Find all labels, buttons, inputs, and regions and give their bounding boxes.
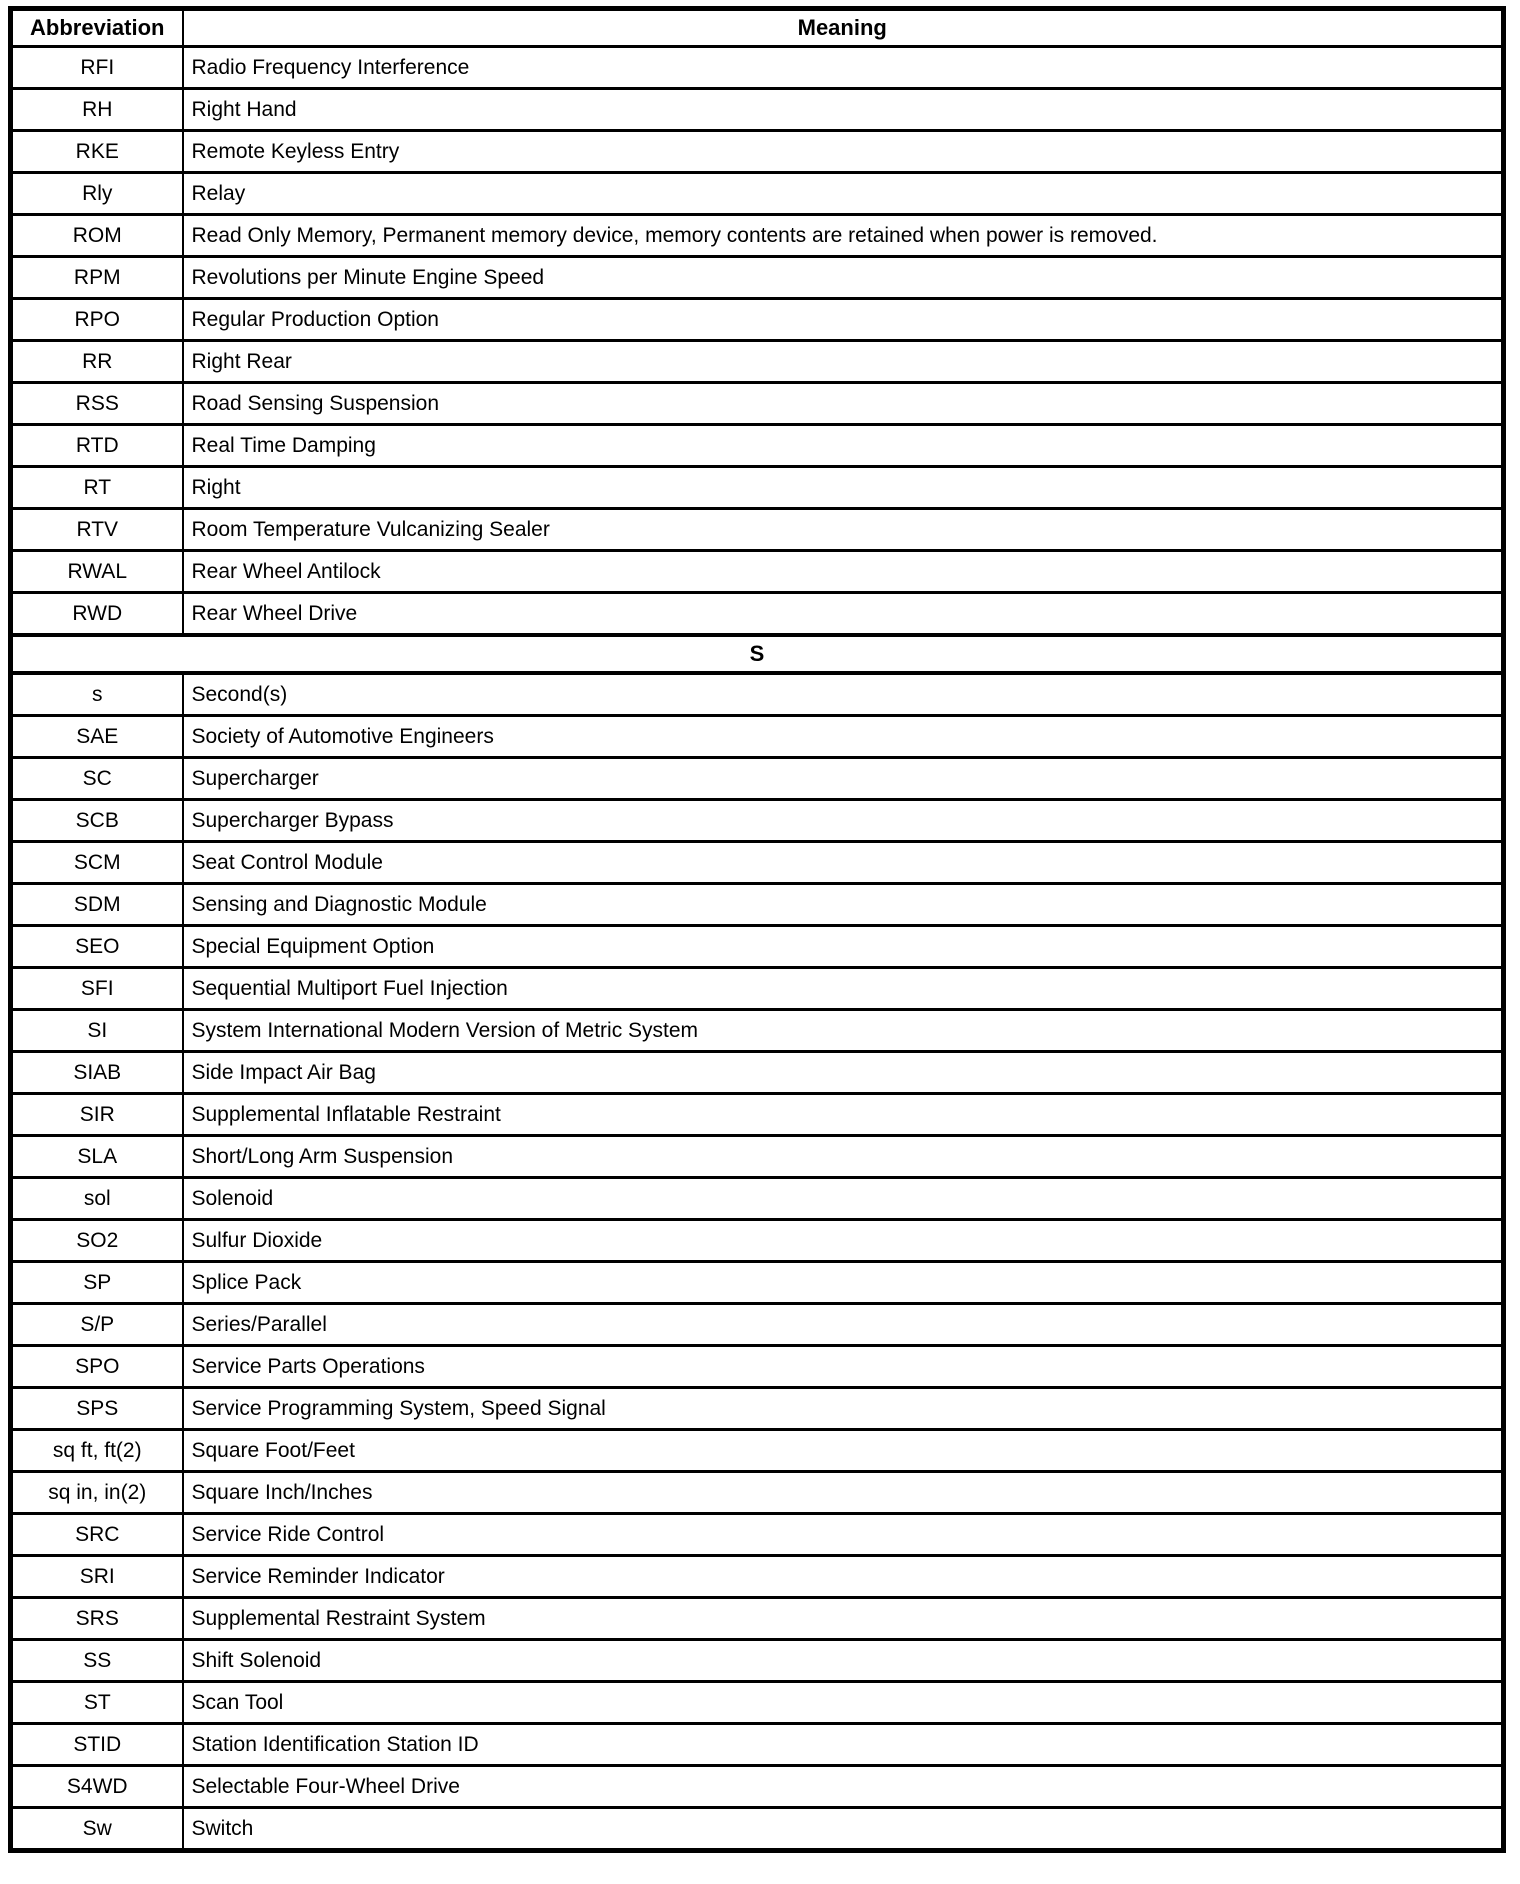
abbreviation-cell: SLA <box>11 1136 183 1178</box>
table-row <box>11 173 1504 215</box>
abbreviation-cell: SRS <box>11 1598 183 1640</box>
table-row <box>11 1556 1504 1598</box>
abbreviation-cell: S/P <box>11 1304 183 1346</box>
meaning-cell: Read Only Memory, Permanent memory device, memory contents are retained when power is removed. <box>183 215 1504 257</box>
abbreviation-cell: S4WD <box>11 1766 183 1808</box>
table-row <box>11 1262 1504 1304</box>
table-row <box>11 1514 1504 1556</box>
abbreviation-cell: RH <box>11 89 183 131</box>
meaning-cell: Room Temperature Vulcanizing Sealer <box>183 509 1504 551</box>
meaning-cell: Radio Frequency Interference <box>183 47 1504 89</box>
section-divider-row <box>11 635 1504 673</box>
abbreviation-cell: SFI <box>11 968 183 1010</box>
table-row <box>11 1388 1504 1430</box>
abbreviation-cell: RT <box>11 467 183 509</box>
meaning-cell: Special Equipment Option <box>183 926 1504 968</box>
table-row <box>11 215 1504 257</box>
table-row <box>11 1052 1504 1094</box>
meaning-cell: Rear Wheel Antilock <box>183 551 1504 593</box>
table-row <box>11 1766 1504 1808</box>
meaning-cell: Right Rear <box>183 341 1504 383</box>
table-row <box>11 842 1504 884</box>
meaning-cell: Sensing and Diagnostic Module <box>183 884 1504 926</box>
meaning-cell: Supercharger Bypass <box>183 800 1504 842</box>
table-row <box>11 673 1504 716</box>
meaning-cell: Supplemental Restraint System <box>183 1598 1504 1640</box>
meaning-cell: Service Reminder Indicator <box>183 1556 1504 1598</box>
meaning-cell: Supplemental Inflatable Restraint <box>183 1094 1504 1136</box>
table-row <box>11 47 1504 89</box>
table-row <box>11 1304 1504 1346</box>
meaning-cell: Square Inch/Inches <box>183 1472 1504 1514</box>
meaning-cell: Sequential Multiport Fuel Injection <box>183 968 1504 1010</box>
table-row <box>11 299 1504 341</box>
abbreviation-cell: sol <box>11 1178 183 1220</box>
table-row <box>11 593 1504 636</box>
meaning-cell: Switch <box>183 1808 1504 1851</box>
meaning-cell: Solenoid <box>183 1178 1504 1220</box>
meaning-cell: Service Parts Operations <box>183 1346 1504 1388</box>
meaning-cell: Relay <box>183 173 1504 215</box>
abbreviation-cell: SIAB <box>11 1052 183 1094</box>
table-row <box>11 467 1504 509</box>
document-page <box>0 6 1520 1884</box>
table-rows <box>11 47 1504 1851</box>
table-row <box>11 1430 1504 1472</box>
meaning-cell: Station Identification Station ID <box>183 1724 1504 1766</box>
meaning-cell: Short/Long Arm Suspension <box>183 1136 1504 1178</box>
table-row <box>11 1094 1504 1136</box>
table-row <box>11 1640 1504 1682</box>
header-row <box>11 9 1504 47</box>
abbreviation-cell: RR <box>11 341 183 383</box>
table-row <box>11 131 1504 173</box>
table-row <box>11 383 1504 425</box>
table-row <box>11 1010 1504 1052</box>
meaning-cell: Real Time Damping <box>183 425 1504 467</box>
meaning-cell: Shift Solenoid <box>183 1640 1504 1682</box>
table-row <box>11 800 1504 842</box>
table-row <box>11 341 1504 383</box>
meaning-cell: Rear Wheel Drive <box>183 593 1504 636</box>
table-row <box>11 884 1504 926</box>
meaning-cell: System International Modern Version of Metric System <box>183 1010 1504 1052</box>
meaning-cell: Service Ride Control <box>183 1514 1504 1556</box>
abbreviation-cell: sq ft, ft(2) <box>11 1430 183 1472</box>
abbreviation-cell: RWAL <box>11 551 183 593</box>
meaning-cell: Scan Tool <box>183 1682 1504 1724</box>
table-row <box>11 1808 1504 1851</box>
abbreviation-cell: SDM <box>11 884 183 926</box>
abbreviation-cell: RFI <box>11 47 183 89</box>
meaning-cell: Seat Control Module <box>183 842 1504 884</box>
abbreviation-cell: SI <box>11 1010 183 1052</box>
meaning-cell: Revolutions per Minute Engine Speed <box>183 257 1504 299</box>
table-row <box>11 1682 1504 1724</box>
abbreviation-cell: RPO <box>11 299 183 341</box>
meaning-cell: Square Foot/Feet <box>183 1430 1504 1472</box>
column-header-abbreviation: Abbreviation <box>11 9 183 47</box>
meaning-cell: Side Impact Air Bag <box>183 1052 1504 1094</box>
abbreviation-cell: SEO <box>11 926 183 968</box>
meaning-cell: Splice Pack <box>183 1262 1504 1304</box>
table-row <box>11 926 1504 968</box>
abbreviation-cell: RWD <box>11 593 183 636</box>
section-label: S <box>11 635 1504 673</box>
table-row <box>11 1598 1504 1640</box>
meaning-cell: Society of Automotive Engineers <box>183 716 1504 758</box>
abbreviation-cell: Rly <box>11 173 183 215</box>
table-row <box>11 1724 1504 1766</box>
table-row <box>11 257 1504 299</box>
abbreviation-cell: SPO <box>11 1346 183 1388</box>
meaning-cell: Sulfur Dioxide <box>183 1220 1504 1262</box>
table-row <box>11 89 1504 131</box>
abbreviation-cell: RSS <box>11 383 183 425</box>
meaning-cell: Regular Production Option <box>183 299 1504 341</box>
abbreviation-cell: RKE <box>11 131 183 173</box>
meaning-cell: Remote Keyless Entry <box>183 131 1504 173</box>
table-row <box>11 1346 1504 1388</box>
abbreviation-cell: SP <box>11 1262 183 1304</box>
meaning-cell: Right <box>183 467 1504 509</box>
abbreviation-cell: SCM <box>11 842 183 884</box>
table-row <box>11 1220 1504 1262</box>
abbreviation-cell: ST <box>11 1682 183 1724</box>
abbreviation-cell: SO2 <box>11 1220 183 1262</box>
table-row <box>11 968 1504 1010</box>
abbreviation-cell: SCB <box>11 800 183 842</box>
abbreviation-cell: SPS <box>11 1388 183 1430</box>
table-row <box>11 1472 1504 1514</box>
abbreviation-cell: SIR <box>11 1094 183 1136</box>
meaning-cell: Road Sensing Suspension <box>183 383 1504 425</box>
table-row <box>11 1136 1504 1178</box>
abbreviation-cell: STID <box>11 1724 183 1766</box>
column-header-meaning: Meaning <box>183 9 1504 47</box>
abbreviation-cell: Sw <box>11 1808 183 1851</box>
meaning-cell: Right Hand <box>183 89 1504 131</box>
abbreviation-cell: SRI <box>11 1556 183 1598</box>
meaning-cell: Supercharger <box>183 758 1504 800</box>
table-row <box>11 509 1504 551</box>
meaning-cell: Second(s) <box>183 673 1504 716</box>
meaning-cell: Service Programming System, Speed Signal <box>183 1388 1504 1430</box>
abbreviation-cell: SAE <box>11 716 183 758</box>
table-row <box>11 425 1504 467</box>
abbreviation-cell: SRC <box>11 1514 183 1556</box>
abbreviation-cell: RPM <box>11 257 183 299</box>
table-row <box>11 758 1504 800</box>
abbreviation-cell: RTV <box>11 509 183 551</box>
abbreviation-cell: RTD <box>11 425 183 467</box>
abbreviation-table <box>8 6 1506 1853</box>
table-row <box>11 1178 1504 1220</box>
table-header <box>11 9 1504 47</box>
abbreviation-cell: SC <box>11 758 183 800</box>
table-row <box>11 551 1504 593</box>
abbreviation-cell: sq in, in(2) <box>11 1472 183 1514</box>
abbreviation-cell: s <box>11 673 183 716</box>
meaning-cell: Series/Parallel <box>183 1304 1504 1346</box>
meaning-cell: Selectable Four-Wheel Drive <box>183 1766 1504 1808</box>
table-row <box>11 716 1504 758</box>
abbreviation-cell: ROM <box>11 215 183 257</box>
abbreviation-cell: SS <box>11 1640 183 1682</box>
